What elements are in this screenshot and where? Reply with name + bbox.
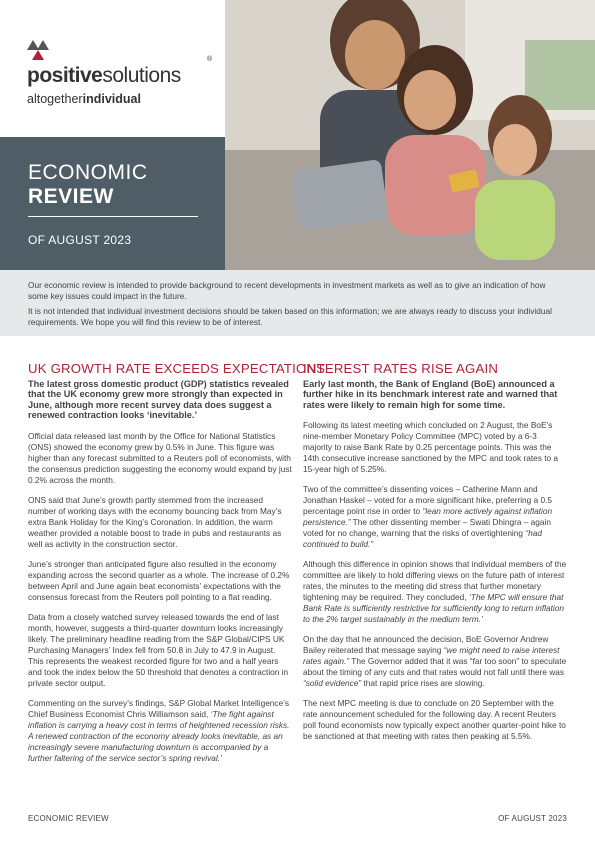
intro-paragraph-2: It is not intended that individual investment decisions should be taken based on this information; we are always ready to discuss your individual requirements. We hope you will find this review to be of interest. xyxy=(28,306,552,327)
article-paragraph: Data from a closely watched survey released towards the end of last month, however, suggests a third-quarter downturn looks increasingly likely. The preliminary headline reading from the S&P Global/CIPS UK Purchasing Managers’ Index fell from 50.8 in July to 47.9 in August. This represents the weakest recorded figure for two and a half years and took the index below the 50 threshold that denotes a contraction in private sector output. xyxy=(28,611,289,688)
article-paragraph xyxy=(303,634,568,689)
article-lead: Early last month, the Bank of England (BoE) announced a further hike in its benchmark interest rate and warned that rates were likely to remain high for some time. xyxy=(303,379,558,410)
brand-tagline xyxy=(27,92,141,106)
text-run: that rapid price rises are slowing. xyxy=(363,678,485,689)
text-run: The other dissenting member – Swati Dhingra – again voted for no change, warning that the risks of overtightening xyxy=(303,517,551,539)
text-run: Two of the committee’s dissenting voices – Catherine Mann and Jonathan Haskel – voted for a more significant hike, preferring a 0.5 percentage point rise in order to xyxy=(303,484,553,517)
article-interest-rates xyxy=(303,361,568,751)
article-paragraph: Official data released last month by the Office for National Statistics (ONS) showed the economy grew by 0.5% in June. This figure was higher than any forecast submitted to a Reuters poll of economists, with the consensus prediction suggesting the economy would expand by just 0.2% across the month. xyxy=(28,430,292,485)
title-panel xyxy=(0,137,225,270)
article-paragraph: ONS said that June’s growth partly stemmed from the increased number of working days with the economy bouncing back from May’s extra Bank Holiday for the King’s Coronation. In addition, the warm weather provided a notable boost to trade in pubs and restaurants as well as activity in the construction sector. xyxy=(28,494,282,549)
article-paragraph: Following its latest meeting which concluded on 2 August, the BoE’s nine-member Monetary Policy Committee (MPC) voted by a 6-3 majority to raise Bank Rate by 0.25 percentage points. This was the 14th consecutive increase sanctioned by the MPC and took rates to a 15-year high of 5.25%. xyxy=(303,420,559,475)
text-run: On the day that he announced the decision, BoE Governor Andrew Bailey reiterated that message saying xyxy=(303,634,549,656)
text-run: The Governor added that it was “far too soon” to speculate about the timing of any cuts and that rates would not fall until there was xyxy=(303,656,567,678)
tagline-bold: individual xyxy=(82,92,141,106)
intro-paragraph-1: Our economic review is intended to provide background to recent developments in investment markets as well as to give an indication of how some key issues could impact in the future. xyxy=(28,280,546,301)
issue-date: OF AUGUST 2023 xyxy=(28,233,132,247)
quote-text: “had continued to build.” xyxy=(303,528,542,550)
article-paragraph xyxy=(303,484,568,550)
header-photo xyxy=(225,0,595,270)
intro-panel xyxy=(0,270,595,336)
article-lead: The latest gross domestic product (GDP) statistics revealed that the UK economy grew more strongly than expected in June, although more recent survey data does suggest a renewed contraction looks ‘inevitable.’ xyxy=(28,379,289,421)
brand-name-bold: positive xyxy=(27,64,103,87)
title-line-1: ECONOMIC xyxy=(28,161,148,184)
tagline-light: altogether xyxy=(27,92,83,106)
brand-wordmark xyxy=(27,64,181,88)
brand-name-light: solutions xyxy=(102,64,181,87)
quote-text: “we might need to raise interest rates again.” xyxy=(303,645,560,667)
quote-text: ‘The fight against inflation is carrying a heavy cost in terms of heightened recession risks. A renewed contraction of the economy already looks inevitable, as an increasingly severe manufacturing downturn is accompanied by a further faltering of the service sector’s spring revival.’ xyxy=(28,708,290,763)
footer-title: ECONOMIC REVIEW xyxy=(28,814,109,823)
title-divider xyxy=(28,216,198,217)
article-heading: UK GROWTH RATE EXCEEDS EXPECTATIONS xyxy=(28,361,326,376)
family-photo-illustration xyxy=(225,0,595,270)
logo-mark-icon xyxy=(27,40,67,62)
article-paragraph xyxy=(303,559,568,625)
quote-intro: Commenting on the survey’s findings, S&P Global Market Intelligence’s Chief Business Economist Chris Williamson said, xyxy=(28,697,290,719)
text-run: Although this difference in opinion shows that individual members of the committee are likely to hold differing views on the future path of interest rates, the minutes to the meeting did stress that further monetary tightening may be required. They concluded, xyxy=(303,559,567,603)
article-paragraph: June’s stronger than anticipated figure also resulted in the economy expanding across the second quarter as a whole. The increase of 0.2% between April and June again beat economists’ expectations with the consensus forecast from the Reuters poll pointing to a flat reading. xyxy=(28,558,290,602)
quote-text: “lean more actively against inflation persistence.” xyxy=(303,506,553,528)
article-paragraph: The next MPC meeting is due to conclude on 20 September with the rate announcement scheduled for the following day. A recent Reuters poll found economists now typically expect another quarter-point hike to be sanctioned at that meeting with rates then peaking at 5.5%. xyxy=(303,698,566,742)
article-heading: INTEREST RATES RISE AGAIN xyxy=(303,361,499,376)
article-uk-growth xyxy=(28,361,326,773)
title-line-2: REVIEW xyxy=(28,185,114,208)
footer-date: OF AUGUST 2023 xyxy=(498,814,567,823)
article-paragraph xyxy=(28,698,293,764)
quote-text: ‘The MPC will ensure that Bank Rate is sufficiently restrictive for sufficiently long to return inflation to the 2% target sustainably in the medium term.’ xyxy=(303,592,565,625)
registered-mark: ® xyxy=(207,56,213,63)
quote-text: “solid evidence” xyxy=(303,678,362,689)
brand-logo xyxy=(27,40,217,110)
